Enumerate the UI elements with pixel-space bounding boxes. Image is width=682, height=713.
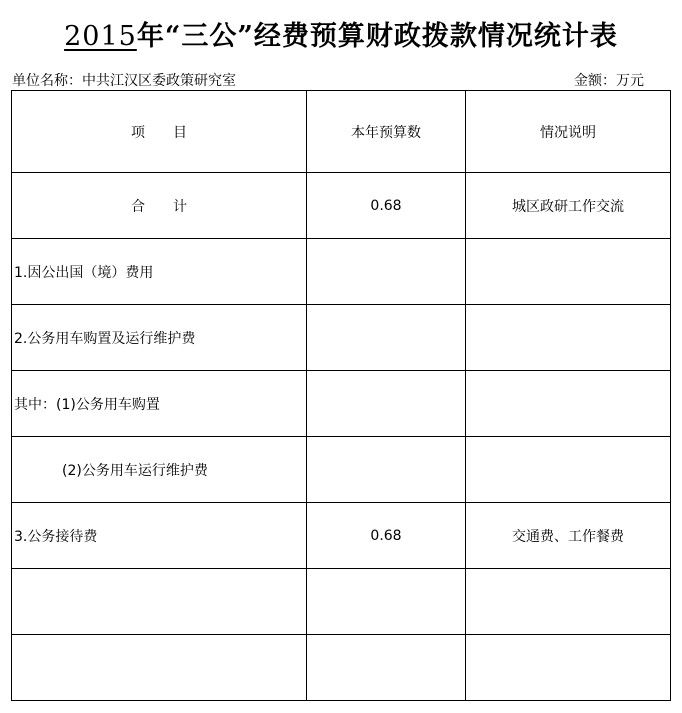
row-note [466, 569, 671, 635]
title-year: 2015 [64, 21, 137, 52]
row-budget [307, 371, 466, 437]
row-budget [307, 437, 466, 503]
row-item [12, 569, 307, 635]
table-row [12, 437, 671, 503]
row-note [466, 239, 671, 305]
header-item: 项 目 [12, 91, 307, 173]
table-row [12, 239, 671, 305]
row-note [466, 437, 671, 503]
header-note: 情况说明 [466, 91, 671, 173]
row-item: 合 计 [12, 173, 307, 239]
row-item [12, 635, 307, 701]
amount-unit-label: 金额：万元 [574, 73, 644, 89]
title-text: 年“三公”经费预算财政拨款情况统计表 [136, 21, 618, 52]
row-item: (2)公务用车运行维护费 [12, 437, 307, 503]
table-row-total [12, 173, 671, 239]
row-budget: 0.68 [307, 503, 466, 569]
row-item: 2.公务用车购置及运行维护费 [12, 305, 307, 371]
row-item: 1.因公出国（境）费用 [12, 239, 307, 305]
row-budget: 0.68 [307, 173, 466, 239]
row-note [466, 635, 671, 701]
page-title [0, 14, 682, 53]
budget-table [11, 90, 671, 701]
row-note [466, 371, 671, 437]
row-note: 交通费、工作餐费 [466, 503, 671, 569]
table-row [12, 371, 671, 437]
table-header-row [12, 91, 671, 173]
row-budget [307, 239, 466, 305]
unit-name-label: 单位名称：中共江汉区委政策研究室 [12, 73, 236, 89]
row-item: 其中：(1)公务用车购置 [12, 371, 307, 437]
table-row-empty [12, 635, 671, 701]
row-note [466, 305, 671, 371]
row-budget [307, 305, 466, 371]
table-row [12, 503, 671, 569]
row-budget [307, 635, 466, 701]
row-budget [307, 569, 466, 635]
table-row [12, 305, 671, 371]
header-budget: 本年预算数 [307, 91, 466, 173]
row-note: 城区政研工作交流 [466, 173, 671, 239]
table-row-empty [12, 569, 671, 635]
row-item: 3.公务接待费 [12, 503, 307, 569]
